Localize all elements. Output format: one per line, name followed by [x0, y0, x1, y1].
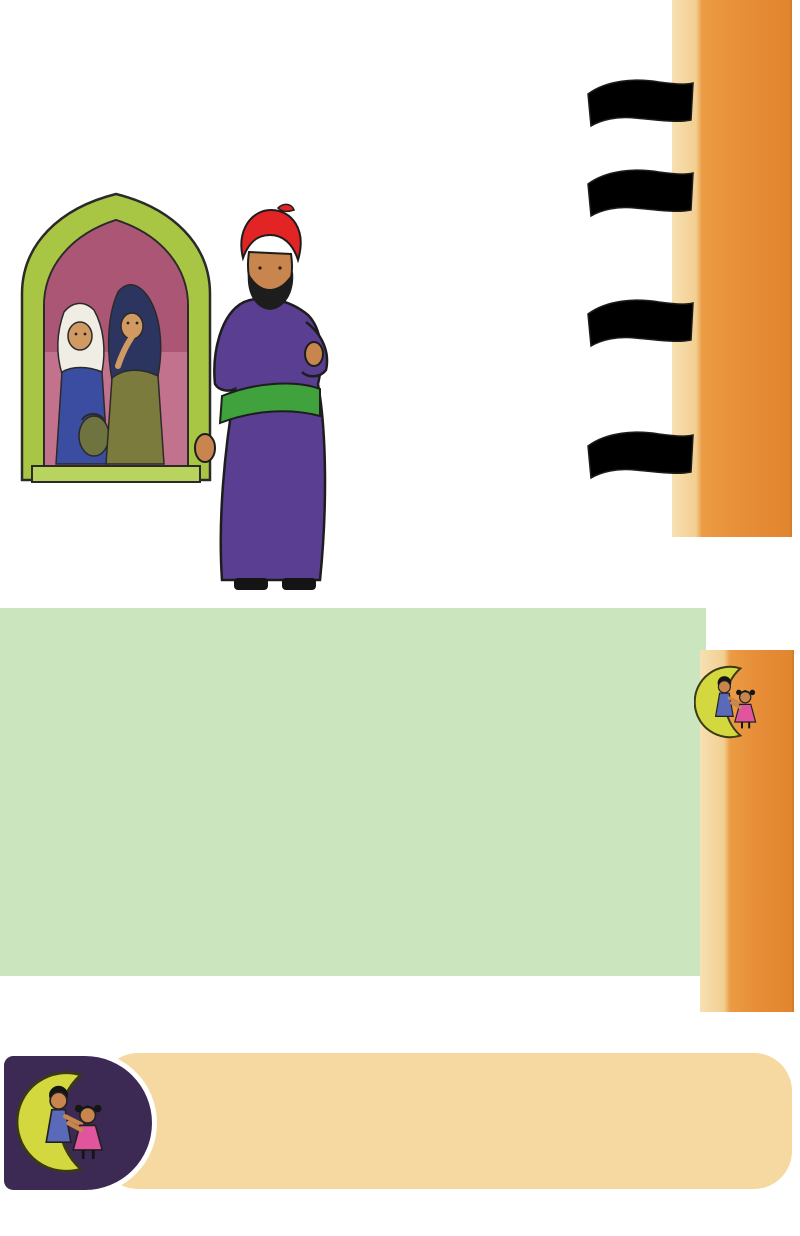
ribbon-flag-shape: [588, 432, 693, 478]
kids-on-crescent-logo: [16, 1066, 128, 1178]
ribbon-flag-shape: [588, 80, 693, 126]
contact-bar: [100, 1053, 792, 1189]
crescent-confetti-green: [0, 608, 706, 976]
level-2-ribbon: [585, 158, 697, 238]
kids-on-crescent-logo: [694, 662, 774, 742]
ribbon-flag-shape: [588, 300, 693, 346]
story-illustration: [8, 182, 338, 602]
level-3-ribbon: [585, 288, 697, 368]
ribbon-flag-shape: [588, 170, 693, 216]
level-1-ribbon: [585, 68, 697, 148]
about-panel: [0, 608, 706, 976]
about-side-banner: [700, 650, 794, 1012]
level-4-ribbon: [585, 420, 697, 500]
publisher-logo: [4, 1056, 152, 1190]
